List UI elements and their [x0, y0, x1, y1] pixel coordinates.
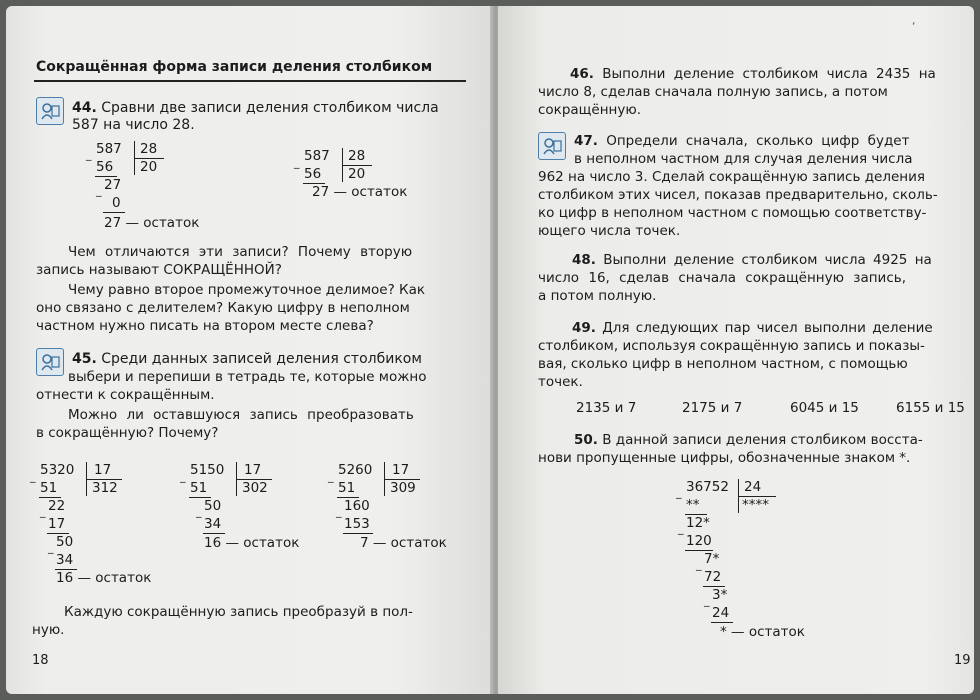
- exercise-48-line2: число 16, сделав сначала сокращённую запись,: [538, 270, 907, 286]
- corner-mark: ‘: [912, 20, 916, 33]
- number-pair: 6045 и 15: [790, 400, 859, 416]
- section-heading: Сокращённая форма записи деления столбиком: [36, 59, 433, 75]
- dividend: 5320: [40, 462, 75, 478]
- subtrahend: 56: [96, 159, 114, 175]
- question-44-2-line2: оно связано с делителем? Какую цифру в неполном: [36, 300, 410, 316]
- notebook-icon: [36, 97, 64, 125]
- question-45-line2: в сокращённую? Почему?: [36, 425, 219, 441]
- remainder: 27 — остаток: [104, 215, 200, 231]
- exercise-50-text: В данной записи деления столбиком восста-: [602, 432, 923, 448]
- subtrahend: 0: [112, 195, 121, 211]
- subtrahend: 56: [304, 166, 322, 182]
- subtrahend: 34: [56, 552, 74, 568]
- partial-dividend: 12*: [686, 515, 710, 531]
- question-44-2-line1: Чему равно второе промежуточное делимое? Как: [68, 282, 426, 298]
- quotient: 312: [92, 480, 118, 496]
- exercise-44-line2: 587 на число 28.: [72, 117, 195, 133]
- question-44-2-line3: частном нужно писать на втором месте слева?: [36, 318, 374, 334]
- final-instruction-line1: Каждую сокращённую запись преобразуй в пол-: [64, 604, 413, 620]
- exercise-47-line3: 962 на число 3. Сделай сокращённую запись деления: [538, 169, 926, 185]
- exercise-48-number: 48.: [572, 252, 596, 268]
- page-number-left: 18: [32, 653, 49, 668]
- exercise-49-line3: вая, сколько цифр в неполном частном, с помощью: [538, 356, 908, 372]
- quotient: ****: [742, 497, 769, 513]
- partial-dividend: 3*: [712, 587, 728, 603]
- question-45-line1: Можно ли оставшуюся запись преобразовать: [68, 407, 414, 423]
- subtrahend: 24: [712, 605, 730, 621]
- exercise-48-text: Выполни деление столбиком числа 4925 на: [603, 252, 932, 268]
- quotient: 302: [242, 480, 268, 496]
- remainder: 7 — остаток: [360, 535, 447, 551]
- remainder: 16 — остаток: [204, 535, 300, 551]
- exercise-47-line2: в неполном частном для случая деления числа: [574, 151, 913, 167]
- exercise-45-line1: [72, 351, 422, 368]
- exercise-44-text: Сравни две записи деления столбиком числа: [101, 100, 439, 116]
- left-page: Сокращённая форма записи деления столбиком 44. Сравни две записи деления столбиком числа 587 на число 28. _ 587 28 56 20 _ 27 0 27 — остаток _ 587 28 56 20 27 — остаток Чем отличаются эти записи? Почему вторую запись называют СОКРАЩЁННОЙ? Чему равно второе промежуточное делимое? Как оно связано с делителем? Какую цифру в неполном частном нужно писать на втором месте слева? 45. Среди данных записей деления столбиком выбери и перепиши в тетрадь те, которые можно отнести к сокращённым. Можно ли оставшуюся запись преобразовать в сокращённую? Почему? _ 5320 17 51 312 _ 22 17 _ 50 34 16 — остаток _ 5150 17 51 302 _ 50 34 16 — остаток _ 5260 17 51 309 _ 160 153 7 — остаток Каждую сокращённую запись преобразуй в пол- ную. 18: [6, 6, 494, 694]
- exercise-44-line1: [72, 100, 439, 117]
- subtrahend: 120: [686, 533, 712, 549]
- exercise-46-text: Выполни деление столбиком числа 2435 на: [602, 66, 936, 82]
- exercise-46-line2: число 8, сделав сначала полную запись, а потом: [538, 84, 888, 100]
- exercise-46-line3: сокращённую.: [538, 102, 641, 118]
- exercise-47-line1: [574, 133, 909, 150]
- exercise-49-line2: столбиком, используя сокращённую запись и показы-: [538, 338, 925, 354]
- right-page: ‘ 46. Выполни деление столбиком числа 2435 на число 8, сделав сначала полную запись, а потом сокращённую. 47. Определи сначала, сколько цифр будет в неполном частном для случая деления числа 962 на число 3. Сделай сокращённую запись деления столбиком этих чисел, показав предварительно, сколь- ко цифр в неполном частном с помощью соответству- ющего числа точек. 48. Выполни деление столбиком числа 4925 на число 16, сделав сначала сокращённую запись, а потом полную. 49. Для следующих пар чисел выполни деление столбиком, используя сокращённую запись и показы- вая, сколько цифр в неполном частном, с помощью точек. 2135 и 7 2175 и 7 6045 и 15 6155 и 15 50. В данной записи деления столбиком восста- нови пропущенные цифры, обозначенные знаком *. _ 36752 24 ** **** _ 12* 120 _ 7* 72 _ 3* 24 * — остаток 19: [498, 6, 974, 694]
- number-pair: 2135 и 7: [576, 400, 637, 416]
- exercise-44-number: 44.: [72, 100, 97, 116]
- subtrahend: 153: [344, 516, 370, 532]
- exercise-49-line1: [572, 320, 933, 337]
- number-pair: 2175 и 7: [682, 400, 743, 416]
- divisor: 17: [94, 462, 112, 478]
- subtrahend: 34: [204, 516, 222, 532]
- page-number-right: 19: [954, 653, 971, 668]
- quotient: 309: [390, 480, 416, 496]
- dividend: 5150: [190, 462, 225, 478]
- dividend: 587: [304, 148, 330, 164]
- exercise-45-text: Среди данных записей деления столбиком: [101, 351, 422, 367]
- exercise-49-number: 49.: [572, 320, 596, 336]
- subtrahend: 17: [48, 516, 66, 532]
- exercise-50-line1: [574, 432, 923, 449]
- divisor: 17: [392, 462, 410, 478]
- subtrahend: 72: [704, 569, 722, 585]
- exercise-46-line1: [570, 66, 936, 83]
- exercise-46-number: 46.: [570, 66, 594, 82]
- divisor: 28: [348, 148, 366, 164]
- subtrahend: 51: [190, 480, 208, 496]
- notebook-icon: [538, 132, 566, 160]
- remainder: 27 — остаток: [312, 184, 408, 200]
- subtrahend: 51: [338, 480, 356, 496]
- notebook-icon: [36, 348, 64, 376]
- exercise-45-line3: отнести к сокращённым.: [36, 387, 215, 403]
- exercise-47-text: Определи сначала, сколько цифр будет: [606, 133, 910, 149]
- subtrahend: 51: [40, 480, 58, 496]
- dividend: 5260: [338, 462, 373, 478]
- divisor: 17: [244, 462, 262, 478]
- question-44-1-line2: запись называют СОКРАЩЁННОЙ?: [36, 262, 282, 278]
- subtrahend: **: [686, 497, 700, 513]
- divisor: 28: [140, 141, 158, 157]
- exercise-45-number: 45.: [72, 351, 97, 367]
- dividend: 36752: [686, 479, 729, 495]
- partial-dividend: 50: [56, 534, 74, 550]
- dividend: 587: [96, 141, 122, 157]
- partial-dividend: 50: [204, 498, 222, 514]
- partial-dividend: 160: [344, 498, 370, 514]
- partial-dividend: 7*: [704, 551, 720, 567]
- heading-rule: [34, 80, 466, 82]
- question-44-1-line1: Чем отличаются эти записи? Почему вторую: [68, 244, 413, 260]
- exercise-47-line6: ющего числа точек.: [538, 223, 681, 239]
- quotient: 20: [348, 166, 366, 182]
- exercise-45-line2: выбери и перепиши в тетрадь те, которые можно: [68, 369, 427, 385]
- divisor: 24: [744, 479, 762, 495]
- exercise-50-line2: нови пропущенные цифры, обозначенные знаком *.: [538, 450, 911, 466]
- exercise-47-number: 47.: [574, 133, 598, 149]
- remainder: * — остаток: [720, 624, 805, 640]
- exercise-48-line3: а потом полную.: [538, 288, 657, 304]
- quotient: 20: [140, 159, 158, 175]
- exercise-49-line4: точек.: [538, 374, 583, 390]
- partial-dividend: 27: [104, 177, 122, 193]
- final-instruction-line2: ную.: [32, 622, 65, 638]
- exercise-48-line1: [572, 252, 932, 269]
- remainder: 16 — остаток: [56, 570, 152, 586]
- number-pair: 6155 и 15: [896, 400, 965, 416]
- exercise-50-number: 50.: [574, 432, 598, 448]
- partial-dividend: 22: [48, 498, 66, 514]
- exercise-47-line5: ко цифр в неполном частном с помощью соответству-: [538, 205, 927, 221]
- exercise-49-text: Для следующих пар чисел выполни деление: [602, 320, 933, 336]
- exercise-47-line4: столбиком этих чисел, показав предварительно, сколь-: [538, 187, 938, 203]
